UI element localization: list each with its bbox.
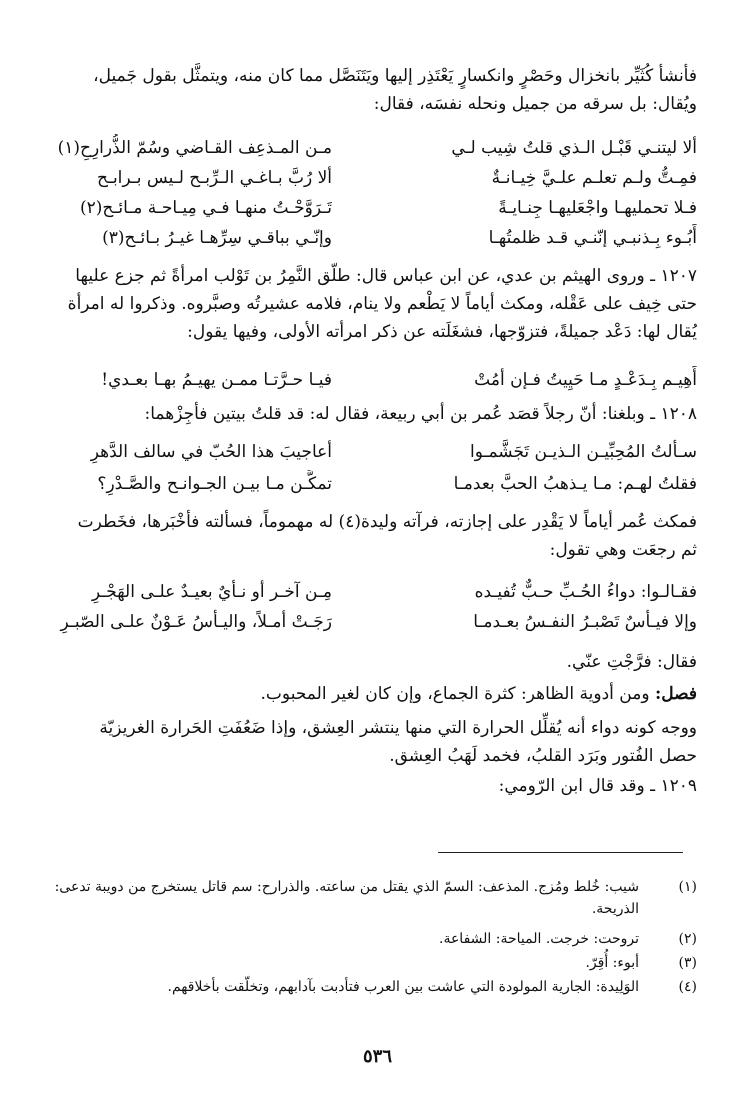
verse-second-hemistich: تمكَّـن مـا بيـن الجـوانـح والصَّـدْرِ؟: [97, 474, 332, 494]
verse-line: [40, 578, 697, 606]
verse-second-hemistich: مـن المـذعِف القـاضي وسُمّ الذُّرارِحِ(١): [57, 138, 332, 158]
verse-first-hemistich: فمِـتُّ ولـم تعلـم علـيَّ خِيـانـةٌ: [491, 168, 697, 188]
verse-first-hemistich: أَبُـوء بِـذنبـي إنّنـي قـد ظلمتُهـا: [488, 228, 697, 248]
paragraph-1207: ١٢٠٧ ـ وروى الهيثم بن عدي، عن ابن عباس قال: طلّق النَّمِرُ بن تَوْلب امرأةً ثم جزع عليها حتى خِيف على عَقْله، ومكث أياماً لا يَطْعم ولا ينام، فلامه عشيرتُه وصبَّروه. وذكروا له امرأة يُقال لها: دَعْد جميلةً، فتزوّجها، فشغَلَته عن ذكر امرأته الأولى، وفيها يقول:: [67, 266, 697, 342]
page-number: ٥٣٦: [362, 1046, 392, 1067]
footnote-separator: [438, 852, 683, 853]
verse-second-hemistich: تَـرَوَّحْـتُ منهـا فـي مِيـاحـة مـائـح(٢): [80, 198, 332, 218]
footnote-1: [40, 876, 697, 920]
paragraph-1208: ١٢٠٨ ـ وبلغنا: أنّ رجلاً قصَد عُمر بن أبي ربيعة، فقال له: قد قلتُ بيتين فأجِزْهما:: [144, 404, 697, 424]
verse-second-hemistich: ألا رُبَّ بـاغـي الـرِّبـح لـيس بـرابـح: [97, 168, 332, 188]
verse-second-hemistich: فيـا حـرَّتـا ممـن يهيـمُ بهـا بعـدي!: [101, 370, 332, 390]
verse-first-hemistich: فـلا تحمليهـا واجْعَليهـا جِنـايـةً: [498, 198, 697, 218]
footnote-number: (٢): [678, 931, 697, 947]
paragraph-fasl: [58, 680, 697, 708]
verse-line: [40, 134, 697, 162]
verse-first-hemistich: فقـالـوا: دواءُ الحُـبِّ حـبٌّ تُفيـده: [474, 582, 697, 602]
section-label: فصل:: [654, 684, 697, 704]
verse-line: [40, 366, 697, 394]
verse-first-hemistich: سـألتُ المُحِبِّيـن الـذيـن تَجَشَّمـوا: [469, 442, 697, 462]
verse-line: [40, 470, 697, 498]
paragraph-1209: ١٢٠٩ ـ وقد قال ابن الرّومي:: [498, 776, 697, 796]
verse-line: [40, 164, 697, 192]
verse-second-hemistich: رَجَـتْ أمـلاً، واليـأسُ عَـوْنٌ علـى الصّبـرِ: [60, 612, 332, 632]
verse-first-hemistich: أَهِيـم بِـدَعْـدٍ مـا حَيِيتُ فـإن أمُتْ: [474, 370, 697, 390]
footnote-4: [40, 976, 697, 998]
paragraph-5: فقال: فرَّجْتِ عنّي.: [566, 652, 697, 672]
footnote-number: (٣): [678, 955, 697, 971]
verse-first-hemistich: فقلتُ لهـم: مـا يـذهبُ الحبَّ بعدمـا: [453, 474, 697, 494]
verse-line: [40, 224, 697, 252]
paragraph-7: ووجه كونه دواء أنه يُقلِّل الحرارة التي منها ينتشر العِشق، وإذا ضَعُفَتِ الحَرارة الغريزيّة حصل الفُتور وبَرَد القلبُ، فخمد لَهَبُ العِشق.: [99, 718, 697, 766]
footnote-text: شيب: خُلط ومُزج. المذعف: السمّ الذي يقتل من ساعته. والذرارح: سم قاتل يستخرج من دويبة تدعى: الذريحة.: [54, 879, 639, 917]
verse-line: [40, 608, 697, 636]
verse-second-hemistich: وإنّـي بباقـي سِرِّهـا غيـرُ بـائـح(٣): [102, 228, 332, 248]
footnote-text: تروحت: خرجت. المياحة: الشفاعة.: [439, 931, 639, 947]
verse-line: [40, 194, 697, 222]
footnote-number: (١): [678, 879, 697, 895]
footnote-text: أبوء: أُقِرّ.: [585, 955, 639, 971]
paragraph-1: فأنشأ كُثَيِّر بانخزال وحَصْرٍ وانكسارٍ يَعْتَذِر إليها ويَتَنَصَّل مما كان منه، ويتمثَّل بقول جَميل، ويُقال: بل سرقه من جميل ونحله نفسَه، فقال:: [93, 66, 697, 114]
section-text: ومن أدوية الظاهر: كثرة الجماع، وإن كان لغير المحبوب.: [260, 684, 655, 704]
footnote-text: الوَلِيدة: الجارية المولودة التي عاشت بين العرب فتأدبت بآدابهم، وتخلّقت بأخلاقهم.: [167, 979, 639, 995]
verse-first-hemistich: وإلا فيـأسٌ تَصْبـرُ النفـسُ بعـدمـا: [473, 612, 697, 632]
paragraph-4: فمكث عُمر أياماً لا يَقْدِر على إجازته، فرآته وليدة(٤) له مهموماً، فسألته فأخْبَرها، فخَطرت ثم رجعَت وهي تقول:: [77, 512, 697, 560]
verse-line: [40, 438, 697, 466]
footnote-3: [40, 952, 697, 974]
verse-second-hemistich: مِـن آخـر أو نـأيٌ بعيـدٌ علـى الهَجْـرِ: [91, 582, 332, 602]
verse-second-hemistich: أعاجيبَ هذا الحُبّ في سالف الدَّهرِ: [90, 442, 332, 462]
footnote-2: [40, 928, 697, 950]
footnote-number: (٤): [678, 979, 697, 995]
verse-first-hemistich: ألا ليتنـي قَبْـل الـذي قلتُ شِيب لـي: [451, 138, 697, 158]
